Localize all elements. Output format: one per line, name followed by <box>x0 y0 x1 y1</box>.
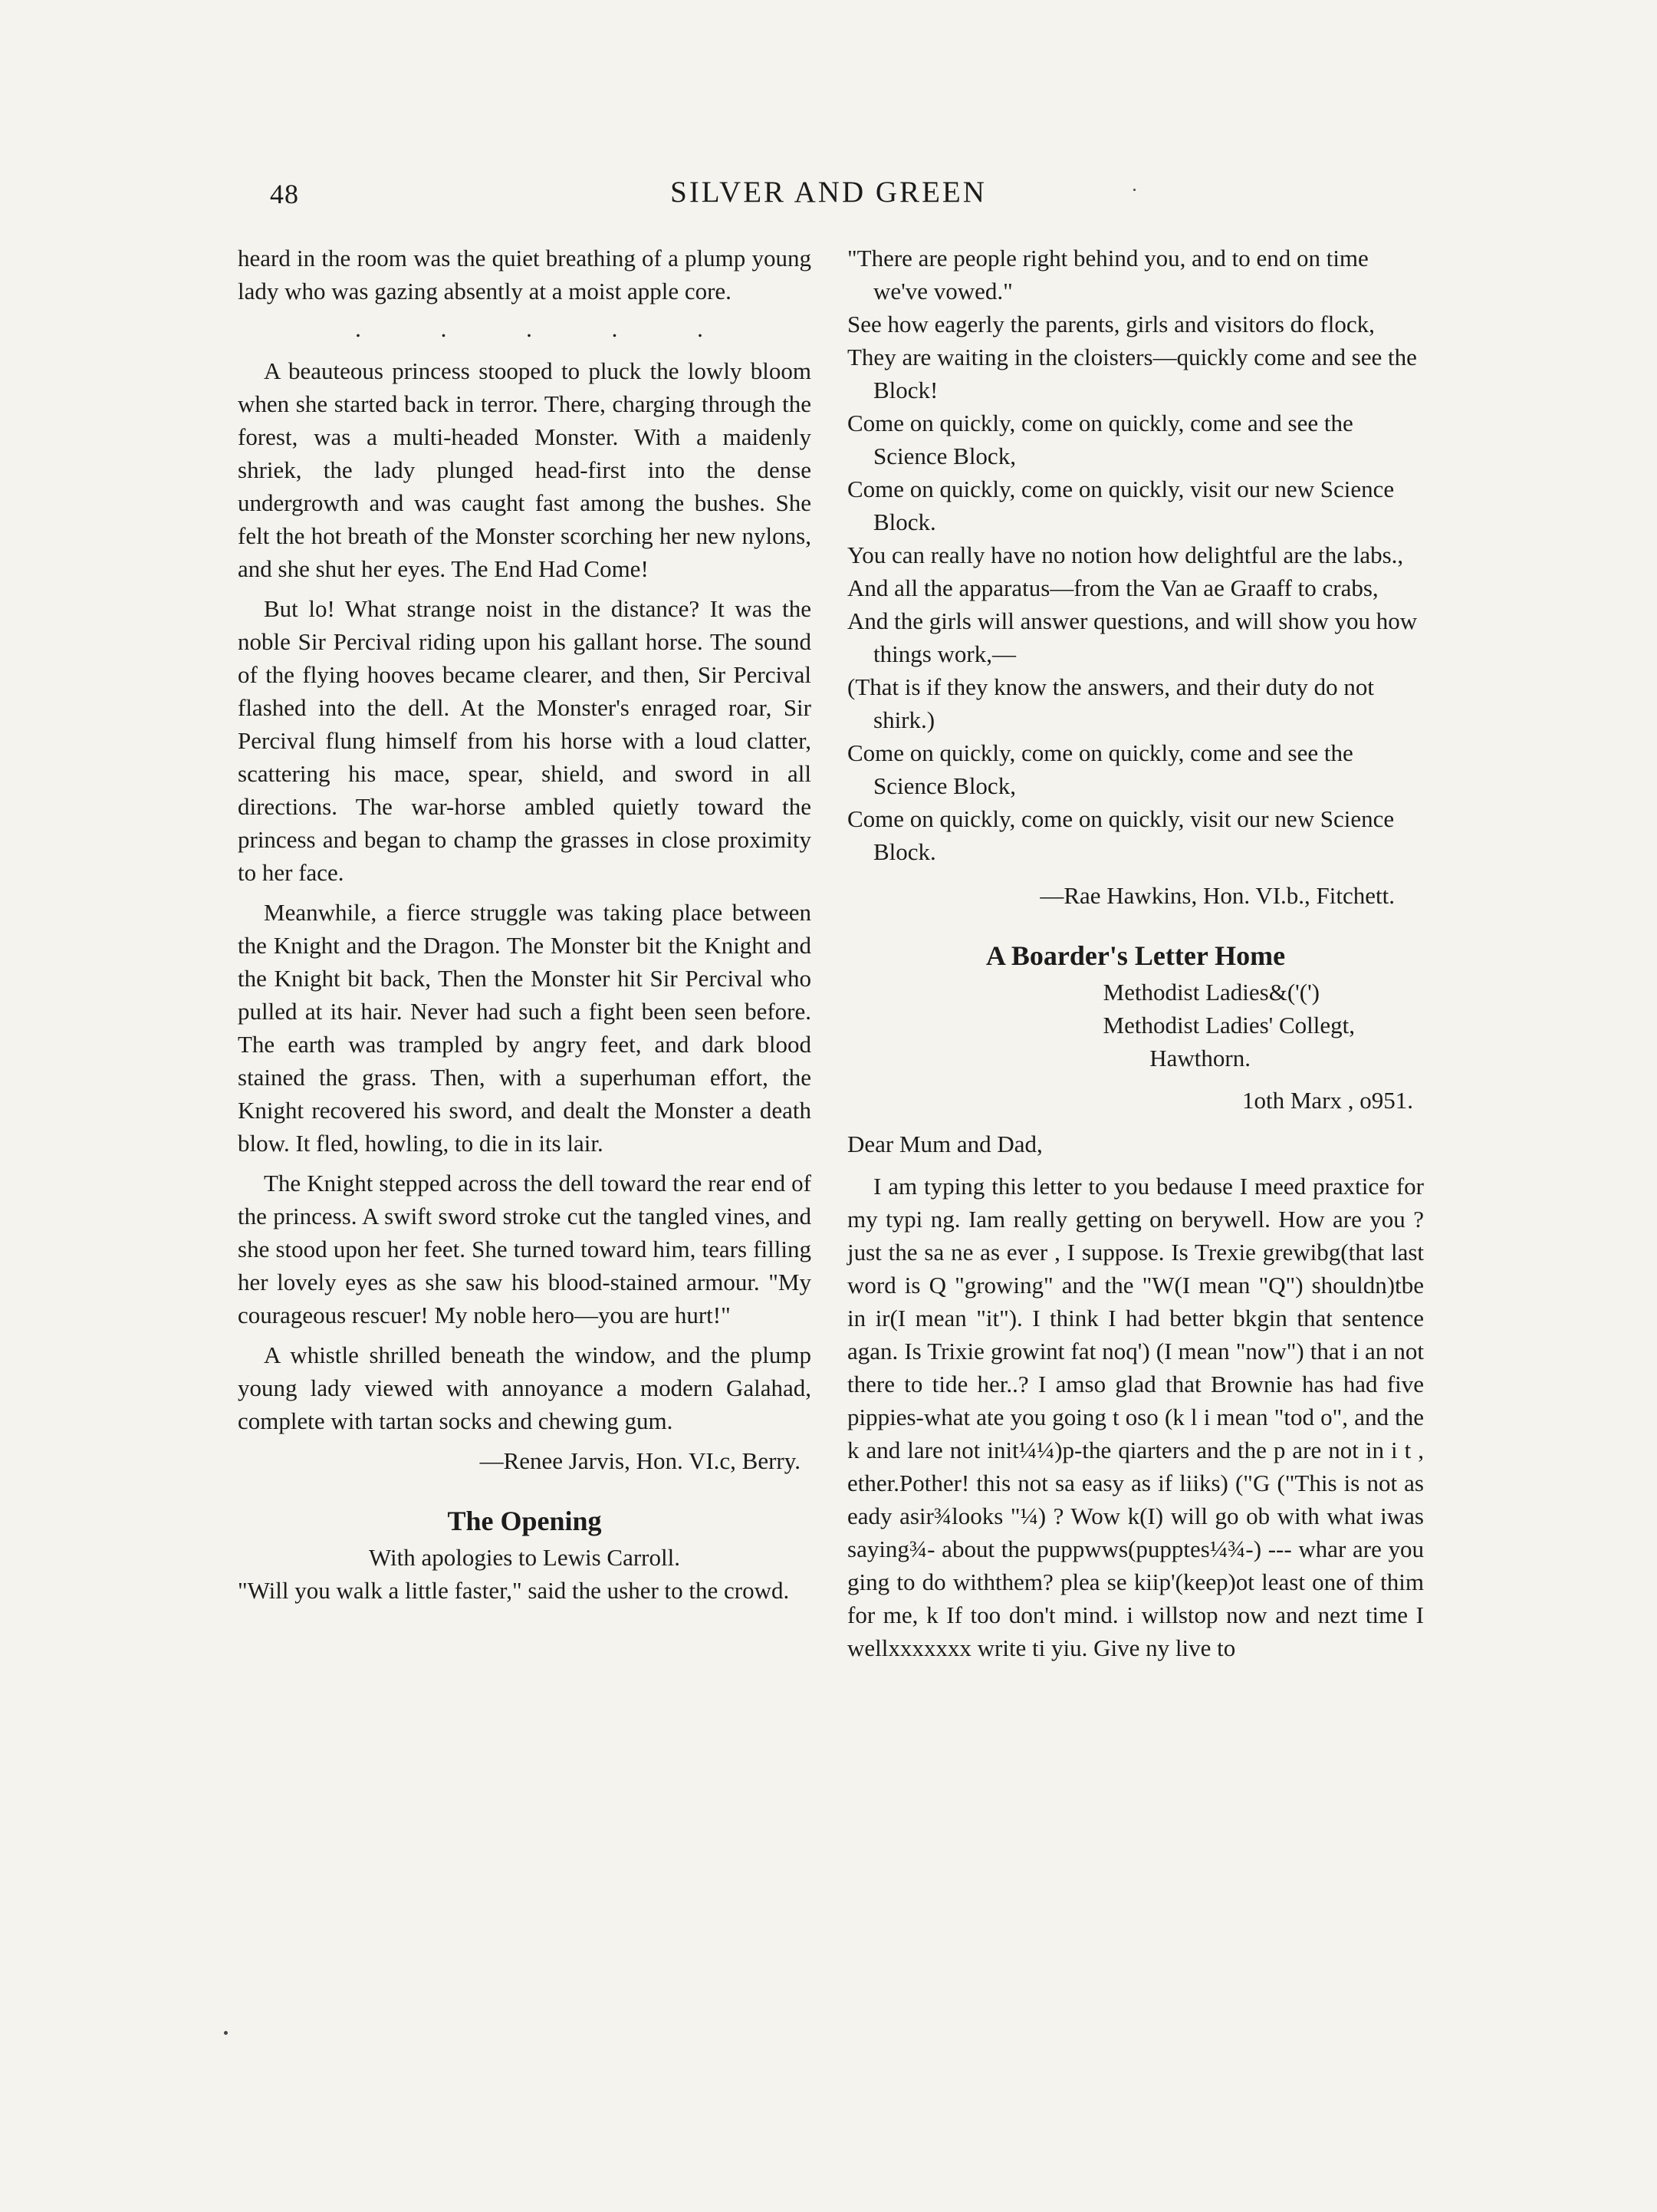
ink-speck <box>224 2031 228 2035</box>
story-paragraph: Meanwhile, a fierce struggle was taking place between the Knight and the Dragon. The Monster bit the Knight and the Knight bit back, Then the Monster hit Sir Percival who pulled at its hair. Never had such a fight been seen before. The earth was trampled by angry feet, and dark blood stained the grass. Then, with a superhuman effort, the Knight recovered his sword, and dealt the Monster a death blow. It fled, howling, to die in its lair. <box>238 899 811 1157</box>
letter-address-line: Methodist Ladies' Collegt, <box>1103 1012 1355 1039</box>
right-column <box>847 242 1424 1664</box>
story-paragraph: A beauteous princess stooped to pluck the lowly bloom when she started back in terror. There, charging through the forest, was a multi-headed Monster. With a maidenly shriek, the lady plunged head-first into the dense undergrowth and was caught fast among the bushes. She felt the hot breath of the Monster scorching her new nylons, and she shut her eyes. The End Had Come! <box>238 357 811 582</box>
story-continuation: heard in the room was the quiet breathing of a plump young lady who was gazing absently at a moist apple core. <box>238 245 811 304</box>
poem-credit: —Rae Hawkins, Hon. VI.b., Fitchett. <box>1040 882 1395 909</box>
poem-line: They are waiting in the cloisters—quickly come and see the Block! <box>847 344 1417 403</box>
poem-line: And the girls will answer questions, and will show you how things work,— <box>847 607 1418 667</box>
poem-line: Come on quickly, come on quickly, visit our new Science Block. <box>847 476 1395 535</box>
running-title: SILVER AND GREEN <box>670 176 987 209</box>
poem-subtitle: With apologies to Lewis Carroll. <box>369 1544 680 1571</box>
story-paragraph: But lo! What strange noist in the distance? It was the noble Sir Percival riding upon his gallant horse. The sound of the flying hooves became clearer, and then, Sir Percival flashed into the dell. At the Monster's enraged roar, Sir Percival flung himself from his horse with a loud clatter, scattering his mace, spear, shield, and sword in all directions. The war-horse ambled quietly toward the princess and began to champ the grasses in close proximity to her face. <box>238 595 811 886</box>
poem-line: See how eagerly the parents, girls and visitors do flock, <box>847 311 1375 337</box>
poem-line: Come on quickly, come on quickly, come and see the Science Block, <box>847 410 1353 469</box>
section-separator: . . . . . <box>355 315 740 342</box>
letter-address-line: Methodist Ladies&('(') <box>1103 979 1320 1006</box>
story-paragraph: A whistle shrilled beneath the window, and the plump young lady viewed with annoyance a modern Galahad, complete with tartan socks and chewing gum. <box>238 1341 811 1434</box>
poem-line: Come on quickly, come on quickly, come and see the Science Block, <box>847 739 1353 799</box>
letter-address-line: Hawthorn. <box>1149 1045 1251 1071</box>
poem-line: (That is if they know the answers, and their duty do not shirk.) <box>847 673 1375 733</box>
poem-line: And all the apparatus—from the Van ae Graaff to crabs, <box>847 574 1379 601</box>
story-paragraph: The Knight stepped across the dell toward the rear end of the princess. A swift sword stroke cut the tangled vines, and she stood upon her feet. She turned toward him, tears filling her lovely eyes as she saw his blood-stained armour. "My courageous rescuer! My noble hero—you are hurt!" <box>238 1170 811 1328</box>
letter-body: I am typing this letter to you bedause I meed praxtice for my typi ng. Iam really getting on berywell. How are you ? just the sa ne as ever , I suppose. Is Trexie grewibg(that last word is Q "growing" and the "W(I mean "Q") shouldn)tbe in ir(I mean "it"). I think I had better bkgin that sentence agan. Is Trixie growint fat noq') (I mean "now") that i an not there to tide her..? I amso glad that Brownie has had five pippies-what ate you going t oso (k l i mean "tod o", and the k and lare not init¼¼)p-the qiarters and the p are not in i t , ether.Pother! this not sa easy as if liiks) ("G ("This is not as eady asir¾looks "¼) ? Wow k(I) will go ob with what iwas saying¾- about the puppwws(pupptes¼¾-) --- whar are you ging to do withthem? plea se kiip'(keep)ot least one of thim for me, k If too don't mind. i willstop now and nezt time I wellxxxxxxx write ti yiu. Give ny live to <box>847 1173 1424 1661</box>
letter-title: A Boarder's Letter Home <box>985 940 1286 971</box>
poem-line: "There are people right behind you, and to end on time we've vowed." <box>847 245 1369 304</box>
poem-title: The Opening <box>447 1506 602 1536</box>
poem-line: Come on quickly, come on quickly, visit our new Science Block. <box>847 805 1395 865</box>
left-column <box>238 242 811 1607</box>
page-number: 48 <box>270 179 299 209</box>
ink-speck <box>1133 189 1136 191</box>
letter-salutation: Dear Mum and Dad, <box>847 1131 1043 1157</box>
letter-date: 1oth Marx , o951. <box>1241 1087 1413 1114</box>
story-credit: —Renee Jarvis, Hon. VI.c, Berry. <box>479 1447 801 1474</box>
poem-line: You can really have no notion how delightful are the labs., <box>847 541 1404 568</box>
poem-line: "Will you walk a little faster," said the usher to the crowd. <box>238 1577 790 1604</box>
